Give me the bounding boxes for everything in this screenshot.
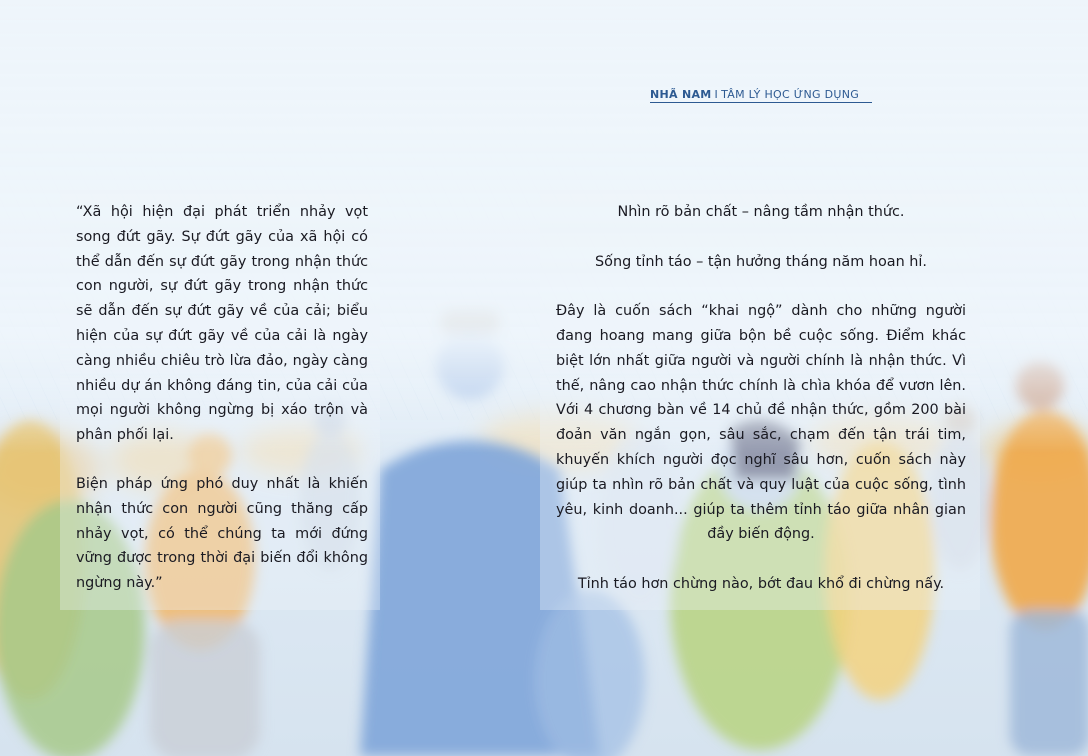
- book-category: TÂM LÝ HỌC ỨNG DỤNG: [721, 88, 860, 101]
- quote-paragraph-1: “Xã hội hiện đại phát triển nhảy vọt song đứt gãy. Sự đứt gãy của xã hội có thể dẫn đến sự đứt gãy trong nhận thức con người, sự đứt gãy trong nhận thức sẽ dẫn đến sự đứt gãy về của cải; biểu hiện của sự đứt gãy về của cải là ngày càng nhiều chiêu trò lừa đảo, ngày càng nhiều dự án không đáng tin, của cải của mọi người không ngừng bị xáo trộn và phân phối lại.: [76, 204, 368, 444]
- publisher-name: NHÃ NAM: [650, 88, 712, 101]
- tagline-2: Sống tỉnh táo – tận hưởng tháng năm hoan hỉ.: [595, 253, 927, 270]
- tagline-1: Nhìn rõ bản chất – nâng tầm nhận thức.: [617, 204, 905, 220]
- closing-line: Tỉnh táo hơn chừng nào, bớt đau khổ đi chừng nấy.: [577, 575, 945, 592]
- header-separator: I: [714, 88, 719, 101]
- quote-paragraph-2: Biện pháp ứng phó duy nhất là khiến nhận thức con người cũng thăng cấp nhảy vọt, có thể chúng ta mới đứng vững được trong thời đại biến đổi không ngừng này.”: [76, 475, 368, 592]
- book-description: Đây là cuốn sách “khai ngộ” dành cho những người đang hoang mang giữa bộn bề cuộc sống. Điểm khác biệt lớn nhất giữa người và người chính là nhận thức. Vì thế, nâng cao nhận thức chính là chìa khóa để vươn lên. Với 4 chương bàn về 14 chủ đề nhận thức, gồm 200 bài đoản văn ngắn gọn, sâu sắc, chạm đến tận trái tim, khuyến khích người đọc nghĩ sâu hơn, cuốn sách này giúp ta nhìn rõ bản chất và quy luật của cuộc sống, tình yêu, kinh doanh... giúp ta thêm tỉnh táo giữa nhân gian đầy biến động.: [556, 303, 966, 543]
- book-blurb: [556, 200, 966, 622]
- publisher-header: [650, 88, 872, 103]
- left-quote: [76, 200, 368, 620]
